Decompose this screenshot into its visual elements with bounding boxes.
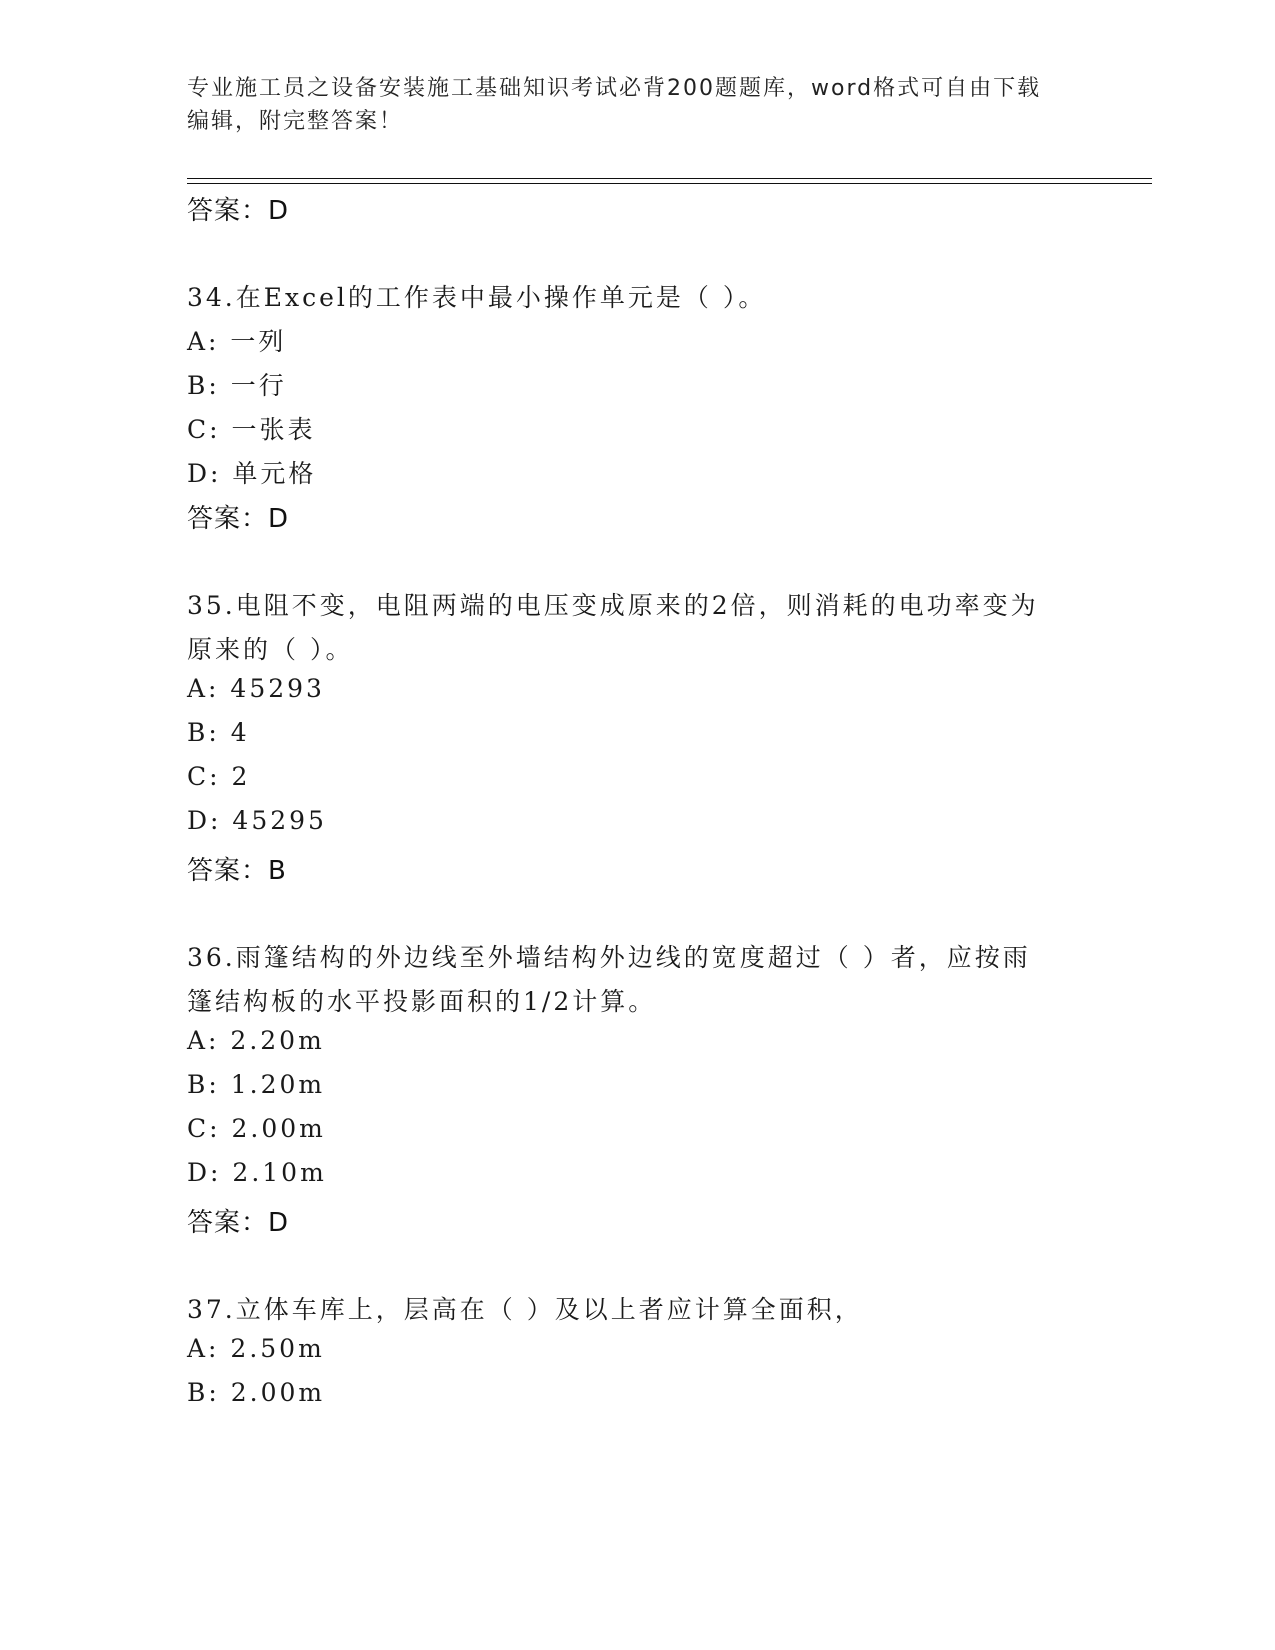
question-35-answer: 答案：B — [187, 856, 287, 886]
question-37-option-a: A: 2.50m — [187, 1334, 325, 1363]
question-36-stem-line-2: 篷结构板的水平投影面积的1/2计算。 — [187, 987, 657, 1016]
question-34-stem: 34.在Excel的工作表中最小操作单元是（ ）。 — [187, 283, 767, 312]
question-36-option-b: B: 1.20m — [187, 1070, 326, 1099]
question-34-option-c: C: 一张表 — [187, 415, 316, 444]
header-line-2: 编辑，附完整答案！ — [187, 109, 404, 134]
question-35-option-c: C: 2 — [187, 762, 251, 791]
question-34-option-b: B: 一行 — [187, 371, 287, 400]
header-line-1: 专业施工员之设备安装施工基础知识考试必背200题题库，word格式可自由下载 — [187, 76, 1042, 101]
question-34-answer: 答案：D — [187, 504, 290, 534]
question-34-option-a: A: 一列 — [187, 327, 287, 356]
question-34-option-d: D: 单元格 — [187, 459, 317, 488]
question-37-option-b: B: 2.00m — [187, 1378, 326, 1407]
question-35-option-b: B: 4 — [187, 718, 250, 747]
question-36-option-d: D: 2.10m — [187, 1158, 327, 1187]
question-35-option-d: D: 45295 — [187, 806, 327, 835]
question-35-stem-line-1: 35.电阻不变，电阻两端的电压变成原来的2倍，则消耗的电功率变为 — [187, 591, 1039, 620]
question-36-option-a: A: 2.20m — [187, 1026, 325, 1055]
document-header — [187, 72, 1087, 138]
answer-line: 答案：D — [187, 196, 290, 226]
question-35-stem-line-2: 原来的（ ）。 — [187, 635, 354, 664]
question-36-stem-line-1: 36.雨篷结构的外边线至外墙结构外边线的宽度超过（ ）者，应按雨 — [187, 943, 1031, 972]
header-rule-bottom — [187, 183, 1152, 184]
question-36-answer: 答案：D — [187, 1208, 290, 1238]
question-35-option-a: A: 45293 — [187, 674, 325, 703]
question-37-stem: 37.立体车库上，层高在（ ）及以上者应计算全面积， — [187, 1295, 863, 1324]
question-36-option-c: C: 2.00m — [187, 1114, 326, 1143]
header-rule-top — [187, 178, 1152, 179]
